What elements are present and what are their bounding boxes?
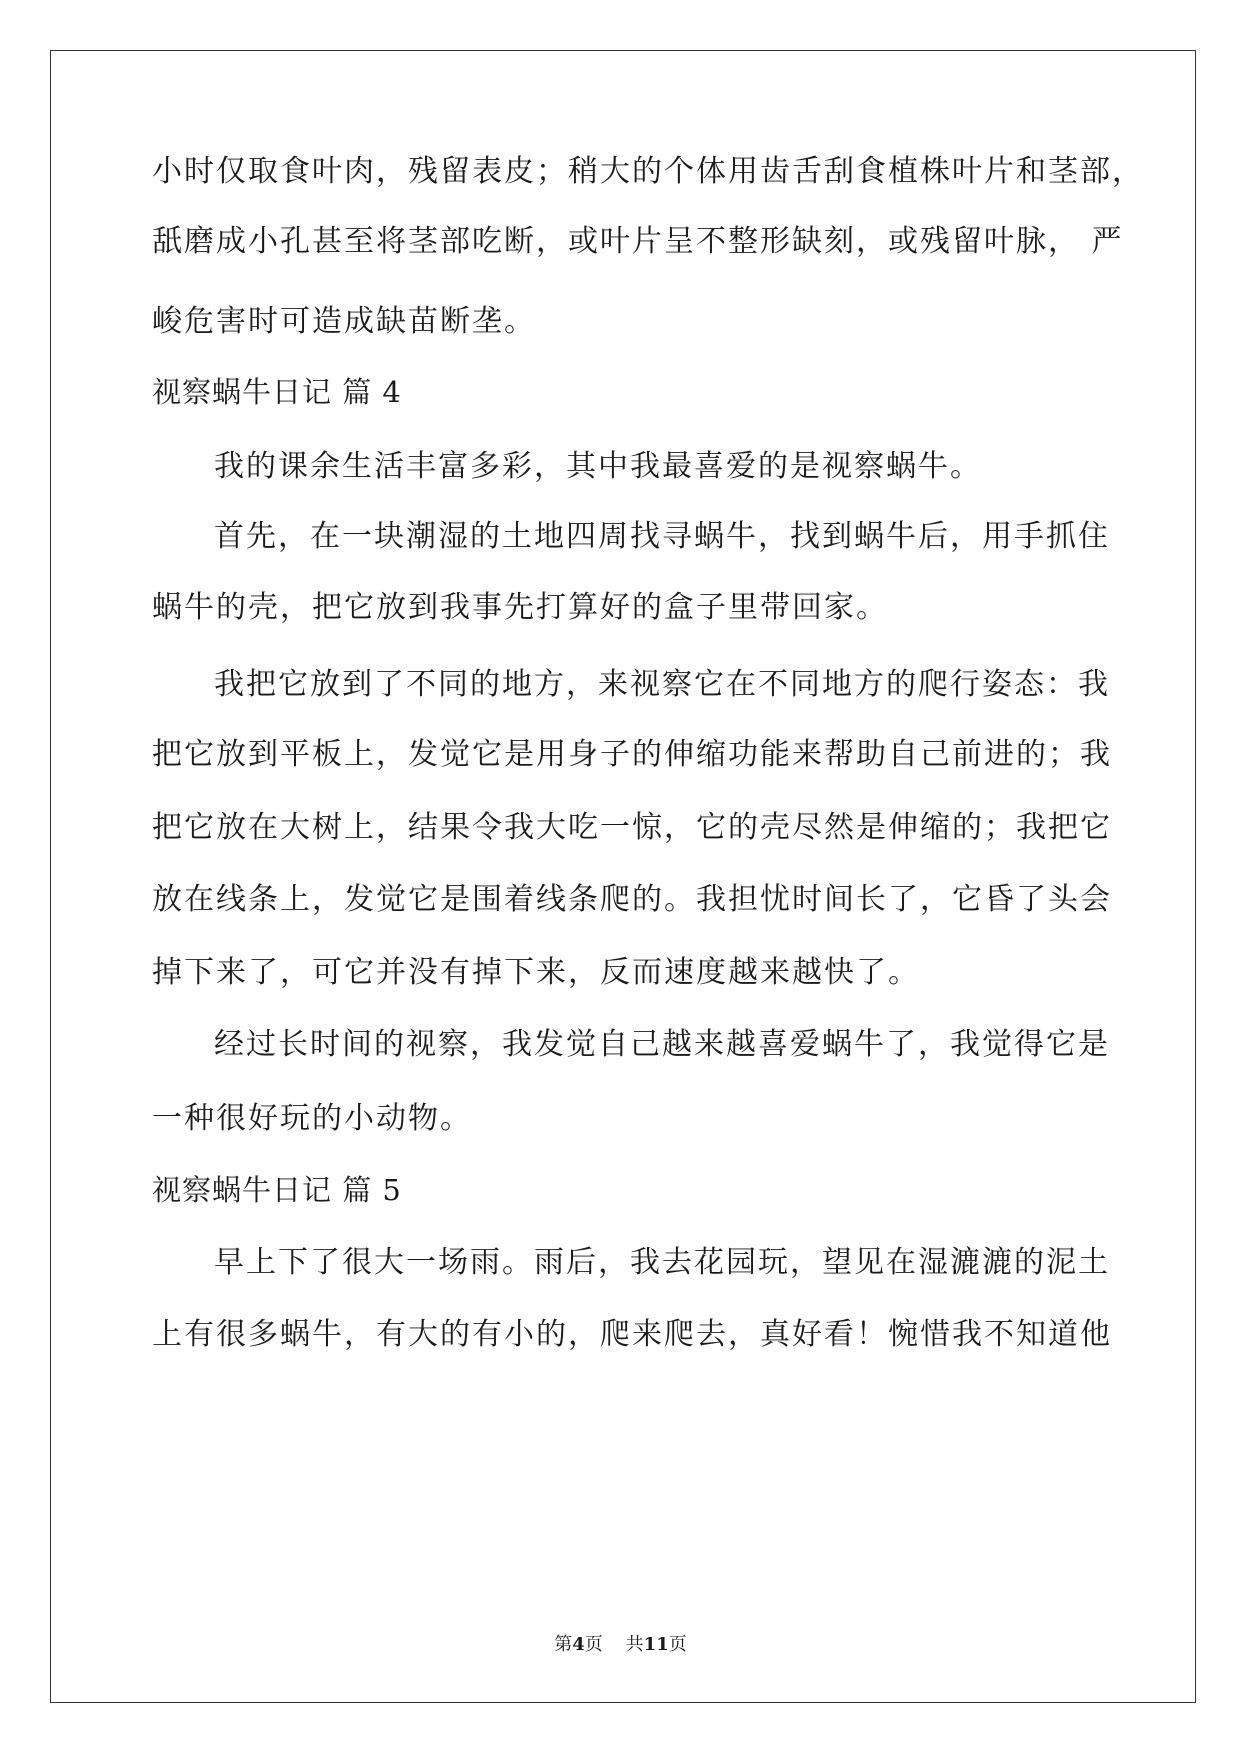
current-page-number: 4	[572, 1634, 585, 1655]
text-line: 小时仅取食叶肉，残留表皮；稍大的个体用齿舌刮食植株叶片和茎部，	[152, 154, 1144, 189]
footer-suffix: 页	[668, 1634, 687, 1655]
text-line: 首先，在一块潮湿的土地四周找寻蜗牛，找到蜗牛后，用手抓住	[214, 519, 1110, 554]
footer-prefix: 第	[554, 1634, 573, 1655]
page-footer	[0, 1634, 1241, 1656]
text-line: 把它放在大树上，结果令我大吃一惊，它的壳尽然是伸缩的；我把它	[152, 810, 1112, 845]
text-line: 经过长时间的视察，我发觉自己越来越喜爱蜗牛了，我觉得它是	[214, 1027, 1110, 1062]
text-line: 我把它放到了不同的地方，来视察它在不同地方的爬行姿态：我	[214, 667, 1110, 702]
text-line: 掉下来了，可它并没有掉下来，反而速度越来越快了。	[152, 955, 920, 990]
text-line: 一种很好玩的小动物。	[152, 1101, 472, 1136]
text-line: 上有很多蜗牛，有大的有小的，爬来爬去，真好看！惋惜我不知道他	[152, 1317, 1112, 1352]
section-heading-4: 视察蜗牛日记 篇 4	[152, 375, 402, 409]
text-line: 舐磨成小孔甚至将茎部吃断，或叶片呈不整形缺刻，或残留叶脉， 严	[152, 224, 1124, 259]
text-line: 早上下了很大一场雨。雨后，我去花园玩，望见在湿漉漉的泥土	[214, 1245, 1110, 1280]
section-heading-5: 视察蜗牛日记 篇 5	[152, 1173, 402, 1207]
footer-mid: 页 共	[584, 1634, 644, 1655]
total-page-count: 11	[643, 1634, 669, 1655]
text-line: 放在线条上，发觉它是围着线条爬的。我担忧时间长了，它昏了头会	[152, 882, 1112, 917]
text-line: 蜗牛的壳，把它放到我事先打算好的盒子里带回家。	[152, 590, 888, 625]
page-border	[50, 50, 1196, 1703]
text-line: 我的课余生活丰富多彩，其中我最喜爱的是视察蜗牛。	[214, 449, 982, 484]
text-line: 把它放到平板上，发觉它是用身子的伸缩功能来帮助自己前进的；我	[152, 737, 1112, 772]
text-line: 峻危害时可造成缺苗断垄。	[152, 304, 536, 339]
